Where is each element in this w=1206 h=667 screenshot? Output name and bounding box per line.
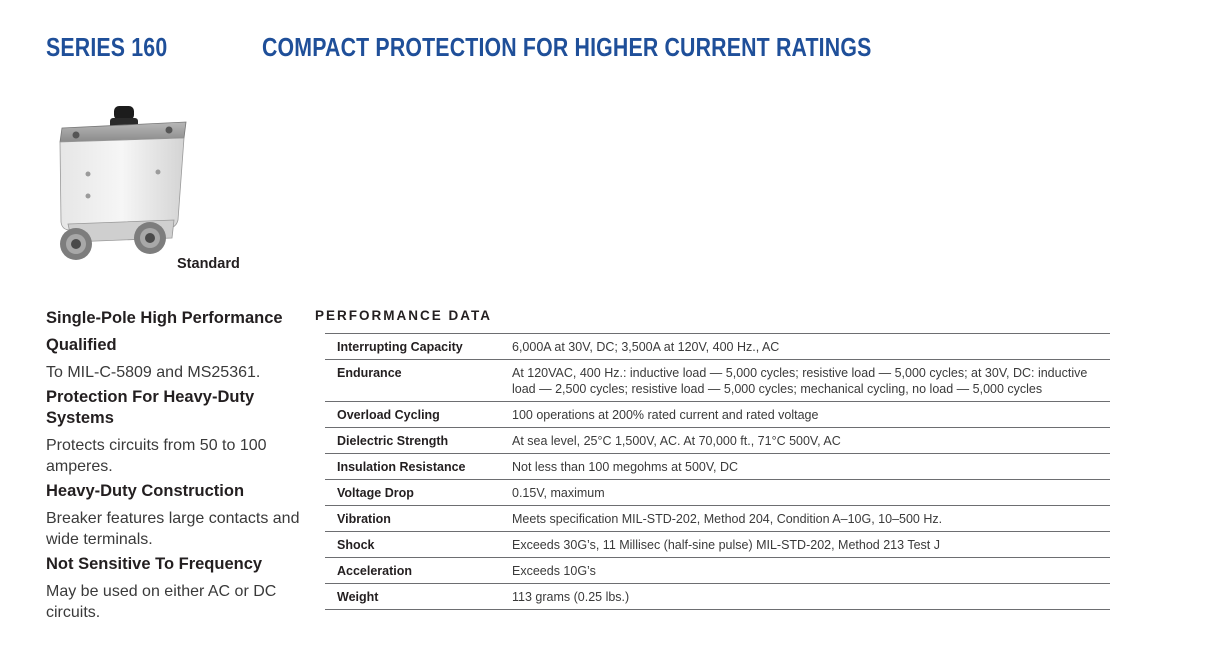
param-name: Acceleration: [337, 564, 413, 578]
param-name: Insulation Resistance: [337, 460, 466, 474]
table-row: [325, 480, 1110, 506]
param-value: 6,000A at 30V, DC; 3,500A at 120V, 400 Hz., AC: [512, 340, 780, 354]
param-name: Voltage Drop: [337, 486, 414, 500]
feature-text: To MIL-C-5809 and MS25361.: [46, 364, 261, 381]
param-name: Interrupting Capacity: [337, 340, 463, 354]
param-name: Endurance: [337, 366, 402, 380]
table-row: [325, 558, 1110, 584]
param-name: Vibration: [337, 512, 391, 526]
param-name: Dielectric Strength: [337, 434, 449, 448]
table-row: [325, 454, 1110, 480]
param-name: Weight: [337, 590, 379, 604]
param-name: Overload Cycling: [337, 408, 440, 422]
table-row: [325, 334, 1110, 360]
feature-heading: Qualified: [46, 336, 117, 354]
param-value: Not less than 100 megohms at 500V, DC: [512, 460, 739, 474]
performance-data-table: [325, 333, 1110, 610]
feature-heading: Not Sensitive To Frequency: [46, 555, 263, 573]
param-value: 113 grams (0.25 lbs.): [512, 590, 630, 604]
features-list: [46, 308, 308, 627]
table-row: [325, 360, 1110, 402]
performance-data-heading: PERFORMANCE DATA: [315, 308, 492, 323]
table-row: [325, 532, 1110, 558]
table-row: [325, 402, 1110, 428]
feature-heading: Heavy-Duty Construction: [46, 482, 245, 500]
table-row: [325, 506, 1110, 532]
feature-text: Breaker features large contacts and wide terminals.: [46, 510, 300, 548]
table-row: [325, 584, 1110, 610]
feature-heading: Protection For Heavy-Duty Systems: [46, 388, 255, 427]
param-value: Exceeds 10G’s: [512, 564, 596, 578]
param-value: Meets specification MIL-STD-202, Method 204, Condition A–10G, 10–500 Hz.: [512, 512, 943, 526]
image-caption: Standard: [177, 256, 240, 272]
feature-text: May be used on either AC or DC circuits.: [46, 583, 277, 621]
table-row: [325, 428, 1110, 454]
param-value: 100 operations at 200% rated current and rated voltage: [512, 408, 819, 422]
circuit-breaker-image: [46, 96, 196, 274]
param-value: 0.15V, maximum: [512, 486, 605, 500]
page-title: COMPACT PROTECTION FOR HIGHER CURRENT RATINGS: [262, 32, 872, 62]
feature-text: Protects circuits from 50 to 100 amperes.: [46, 437, 267, 475]
param-value: Exceeds 30G’s, 11 Millisec (half-sine pulse) MIL-STD-202, Method 213 Test J: [512, 538, 940, 552]
series-label: SERIES 160: [46, 32, 168, 62]
param-name: Shock: [337, 538, 375, 552]
param-value: At sea level, 25°C 1,500V, AC. At 70,000 ft., 71°C 500V, AC: [512, 434, 841, 448]
param-value: At 120VAC, 400 Hz.: inductive load — 5,000 cycles; resistive load — 5,000 cycles; at 30V, DC: inductive load — 2,500 cycles; resistive load — 5,000 cycles; mechanical cycling, no load — 5,000 cycles: [512, 366, 1088, 396]
feature-heading: Single-Pole High Performance: [46, 309, 283, 327]
